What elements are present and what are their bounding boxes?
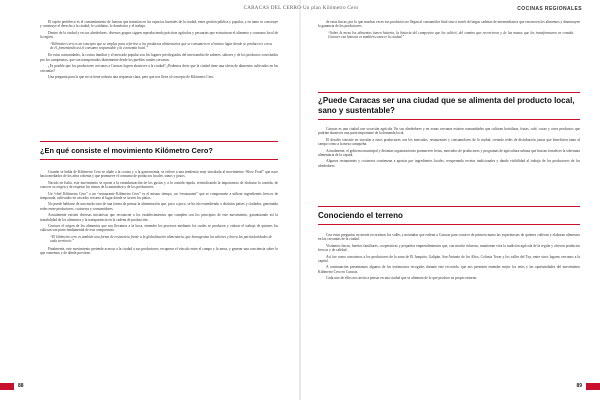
- left-body-paragraph: Actualmente existen diversas iniciativas que reconocen a los establecimientos que cumplen con los principios de este movimiento, garantizando así la trazabilidad de los alimentos y la transparencia en la cadena de producción.: [40, 213, 278, 222]
- right-section2-paragraph: Cada uno de ellos nos invita a pensar en una ciudad que se alimenta de lo que produce su propio entorno.: [326, 276, 478, 281]
- left-intro-paragraph: Dentro de la ciudad y en sus alrededores, diversos grupos siguen reproduciendo prácticas agrícolas y pecuarias que estructuran el alimento y consumo local de la región.: [40, 30, 278, 40]
- left-closing-paragraph: Finalmente, este movimiento pretende acercar a la ciudad a sus productores, recuperar el vínculo entre el campo y la mesa, y generar una conciencia sobre lo que comemos y de dónde proviene.: [40, 246, 278, 256]
- right-section2-title: Conociendo el terreno: [318, 211, 403, 220]
- left-section-rule-bottom: [40, 159, 278, 160]
- left-intro-paragraph: El sujeto periférico es el consentimiento de fuerzas que transitan en los espacios barriales de la ciudad, entre gestión pública y popular, y en tanto se construye y construye el derecho a la ciudad; lo cotidiano, lo doméstico y el trabajo.: [40, 20, 278, 29]
- left-body-paragraph: Conocer el origen de los alimentos que nos llevamos a la boca, entender los procesos mediante los cuales se producen y valorar el trabajo de quienes los cultivan son parte fundamental de este compromiso.: [40, 224, 278, 233]
- left-body-paragraph: Un “chef Kilómetro Cero” o un “restaurante Kilómetro Cero” es el mismo tiempo, un “restaurante” que se compromete a utilizar ingredientes frescos de temporada, cultivados en un radio cercano al lugar donde se sirven los platos.: [40, 191, 278, 201]
- right-page: [300, 0, 600, 400]
- right-section1-paragraph: Caracas es una ciudad con vocación agrícola. En sus alrededores y en zonas cercanas existen comunidades que cultivan hortalizas, frutas, café, cacao y otros productos que podrían abastecer una parte importante de la demanda local.: [318, 127, 580, 136]
- left-footer-bar: [0, 383, 14, 390]
- left-intro-paragraph: Una pregunta para la que no se tiene todavía una respuesta clara, pero que nos lleva al concepto de Kilómetro Cero.: [48, 75, 215, 80]
- left-body-column: [40, 170, 278, 258]
- running-header-section: COCINAS REGIONALES: [517, 6, 582, 12]
- right-footer-bar: [586, 383, 600, 390]
- left-body-paragraph: No puede hablarse de una moda sino de una forma de pensar la alimentación que, poco a poco, se ha ido extendiendo a distintos países y ciudades, generando redes entre productores, cocineros y consumidores.: [40, 202, 278, 211]
- right-top-quote: “Sobre la mesa los alimentos tienen historia, la historia del campesino que los cultivó, del camino que recorrieron y de las manos que los transformaron en comida. Conocer esa historia es también conocer la ciudad.”: [328, 30, 574, 40]
- left-section-rule: [40, 141, 278, 142]
- right-section2-paragraph: A continuación presentamos algunos de los testimonios recogidos durante este recorrido, que nos permiten entender mejor los retos y las oportunidades del movimiento Kilómetro Cero en Caracas.: [318, 265, 580, 274]
- right-section2-paragraph: Visitamos fincas, huertos familiares, cooperativas y pequeños emprendimientos que, con mucho esfuerzo, mantienen viva la tradición agrícola de la región y ofrecen productos frescos y de calidad.: [318, 243, 580, 253]
- right-section2-rule: [318, 206, 580, 207]
- right-section2-column: [318, 233, 580, 283]
- right-section1-paragraph: Actualmente, el gobierno municipal y distintas organizaciones promueven ferias, mercados de productores y programas de agricultura urbana que buscan fortalecer la soberanía alimentaria de la capital.: [318, 148, 580, 158]
- left-intro-column: [40, 20, 278, 81]
- left-page-number: 88: [18, 383, 24, 389]
- right-section1-column: [318, 127, 580, 170]
- right-page-number: 89: [576, 383, 582, 389]
- left-intro-paragraph: En estas comunidades, la cocina familiar y el mercado popular son los lugares privilegiados del intercambio de saberes, sabores y de los productos cosechados por los campesinos, que son transportados diariamente desde los pueblos rurales cercanos.: [40, 53, 278, 62]
- right-section2-paragraph: Así fue como conocimos a los productores de la zona de El Junquito, Galipán, San Antonio de los Altos, Colonia Tovar y los valles del Tuy, entre otros lugares cercanos a la capital.: [318, 254, 580, 264]
- right-section1-rule-bottom: [318, 119, 580, 120]
- left-intro-quote: “Kilómetro cero es un concepto que se emplea para referirse a los productos alimentarios que se consumen en el mismo lugar donde se producen o cerca de él, fomentando así el consumo responsable y la economía local.”: [50, 41, 272, 51]
- left-body-quote: “El kilómetro cero es también una forma de resistencia frente a la globalización alimentaria, que homogeniza los sabores y borra las particularidades de cada territorio.”: [50, 234, 272, 244]
- right-section1-title: ¿Puede Caracas ser una ciudad que se alimenta del producto local, sano y sustentable?: [318, 96, 575, 115]
- right-section1-paragraph: El desafío consiste en vincular a estos productores con los mercados, restaurantes y consumidores de la ciudad, creando redes de distribución justas que beneficien tanto al campo como a la mesa caraqueña.: [318, 137, 580, 147]
- left-body-paragraph: Nacido en Italia, este movimiento se opone a la estandarización de los gustos y a la comida rápida, reivindicando la importancia de disfrutar la comida, de conocer su origen y de respetar los ritmos de la naturaleza y de los productores.: [40, 180, 278, 190]
- left-intro-paragraph: ¿Es posible que los productores cercanos a Caracas logren abastecer a la ciudad? ¿Podemos decir que la ciudad tiene una oferta de alimentos cultivados en las cercanías?: [40, 64, 278, 73]
- right-section2-paragraph: Con estas preguntas en mente recorrimos los valles y montañas que rodean a Caracas para conocer de primera mano las experiencias de quienes cultivan y elaboran alimentos en las cercanías de la ciudad.: [318, 233, 580, 242]
- left-section-title: ¿En qué consiste el movimiento Kilómetro Cero?: [40, 146, 213, 155]
- running-header-title: CARACAS DEL CERRO·Un plan Kilómetro Cero: [243, 6, 359, 11]
- left-body-paragraph: Cuando se habla de Kilómetro Cero se alude a la cocina y a la gastronomía, se refiere a una tendencia muy vinculada al movimiento “Slow Food” que nace hacia mediados de los años ochenta y que promueve el consumo de productos locales, sanos y justos.: [40, 170, 278, 179]
- right-top-paragraph: de estas fincas, por lo que muchas veces sus productos no llegan al consumidor final sino a través de largas cadenas de intermediarios que encarecen los alimentos y disminuyen la ganancia de los productores.: [318, 20, 580, 29]
- right-section1-paragraph: Algunos restaurantes y cocineros comienzan a apostar por ingredientes locales, recuperando recetas tradicionales y dando visibilidad al trabajo de los productores de los alrededores.: [318, 159, 580, 168]
- right-section2-rule-bottom: [318, 224, 580, 225]
- right-top-column: [318, 20, 580, 43]
- right-section1-rule: [318, 92, 580, 93]
